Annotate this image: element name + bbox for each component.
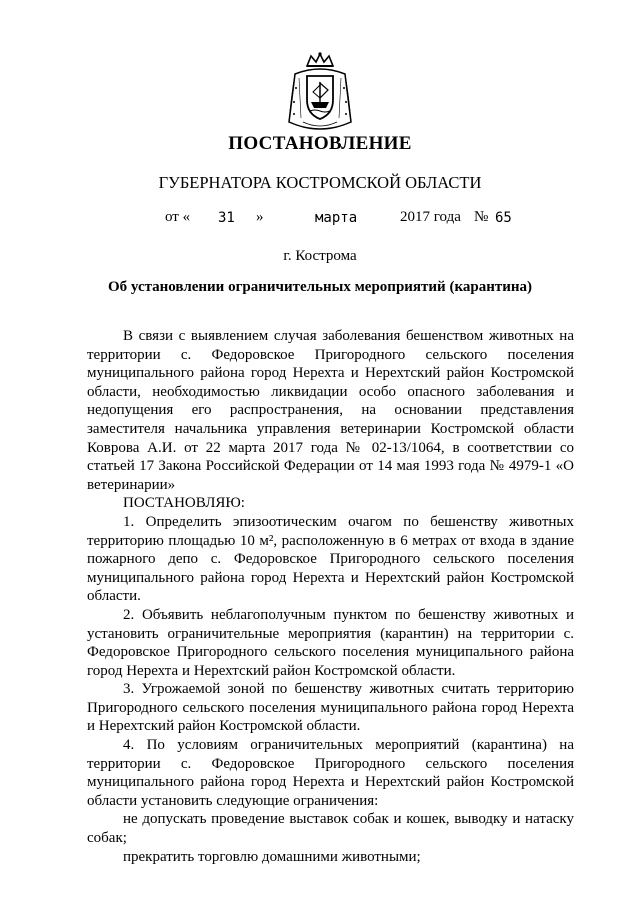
- resolution-word: ПОСТАНОВЛЯЮ:: [123, 495, 245, 512]
- clause-2: 2. Объявить неблагополучным пунктом по бешенству животных и установить ограничительные мероприятия (карантин) на территории с. Федоровское Пригородного сельского поселения муниципального района город Нерехта и Нерехтский район Костромской области.: [87, 606, 574, 679]
- date-day: 31: [218, 210, 235, 226]
- document-body: [87, 327, 574, 866]
- date-month: марта: [315, 210, 358, 226]
- city: г. Кострома: [283, 248, 357, 264]
- number-label: №: [474, 209, 489, 225]
- preamble-paragraph: В связи с выявлением случая заболевания бешенством животных на территории с. Федоровское Пригородного сельского поселения муниципального района город Нерехта и Нерехтский район Костромской области, необходимостью ликвидации особо опасного заболевания и недопущения его распространения, на основании представления заместителя начальника управления ветеринарии Костромской области Коврова А.И. от 22 марта 2017 года № 02-13/1064, в соответствии со статьей 17 Закона Российской Федерации от 14 мая 1993 года № 4979-1 «О ветеринарии»: [87, 328, 574, 493]
- document-heading: Об установлении ограничительных мероприятий (карантина): [107, 279, 532, 295]
- clause-3: 3. Угрожаемой зоной по бешенству животных считать территорию Пригородного сельского поселения муниципального района город Нерехта и Нерехтский район Костромской области.: [87, 681, 574, 735]
- issuer-title: ГУБЕРНАТОРА КОСТРОМСКОЙ ОБЛАСТИ: [158, 173, 482, 192]
- kostroma-coat-of-arms-icon: [285, 52, 355, 136]
- document-type-title: ПОСТАНОВЛЕНИЕ: [228, 133, 412, 154]
- date-line: [0, 209, 640, 233]
- date-prefix: от «: [165, 209, 191, 225]
- restriction-item: не допускать проведение выставок собак и кошек, выводку и натаску собак;: [87, 811, 574, 847]
- date-close-quote: »: [256, 209, 264, 225]
- date-year: 2017 года: [400, 209, 461, 225]
- document-number: 65: [495, 210, 512, 226]
- clause-1: 1. Определить эпизоотическим очагом по бешенству животных территорию площадью 10 м², расположенную в 6 метрах от входа в здание пожарного депо с. Федоровское Пригородного сельского поселения муниципального района город Нерехта и Нерехтский район Костромской области.: [87, 513, 574, 605]
- restriction-item: прекратить торговлю домашними животными;: [123, 848, 421, 865]
- clause-4: 4. По условиям ограничительных мероприятий (карантина) на территории с. Федоровское Пригородного сельского поселения муниципального района город Нерехта и Нерехтский район Костромской области установить следующие ограничения:: [87, 737, 574, 809]
